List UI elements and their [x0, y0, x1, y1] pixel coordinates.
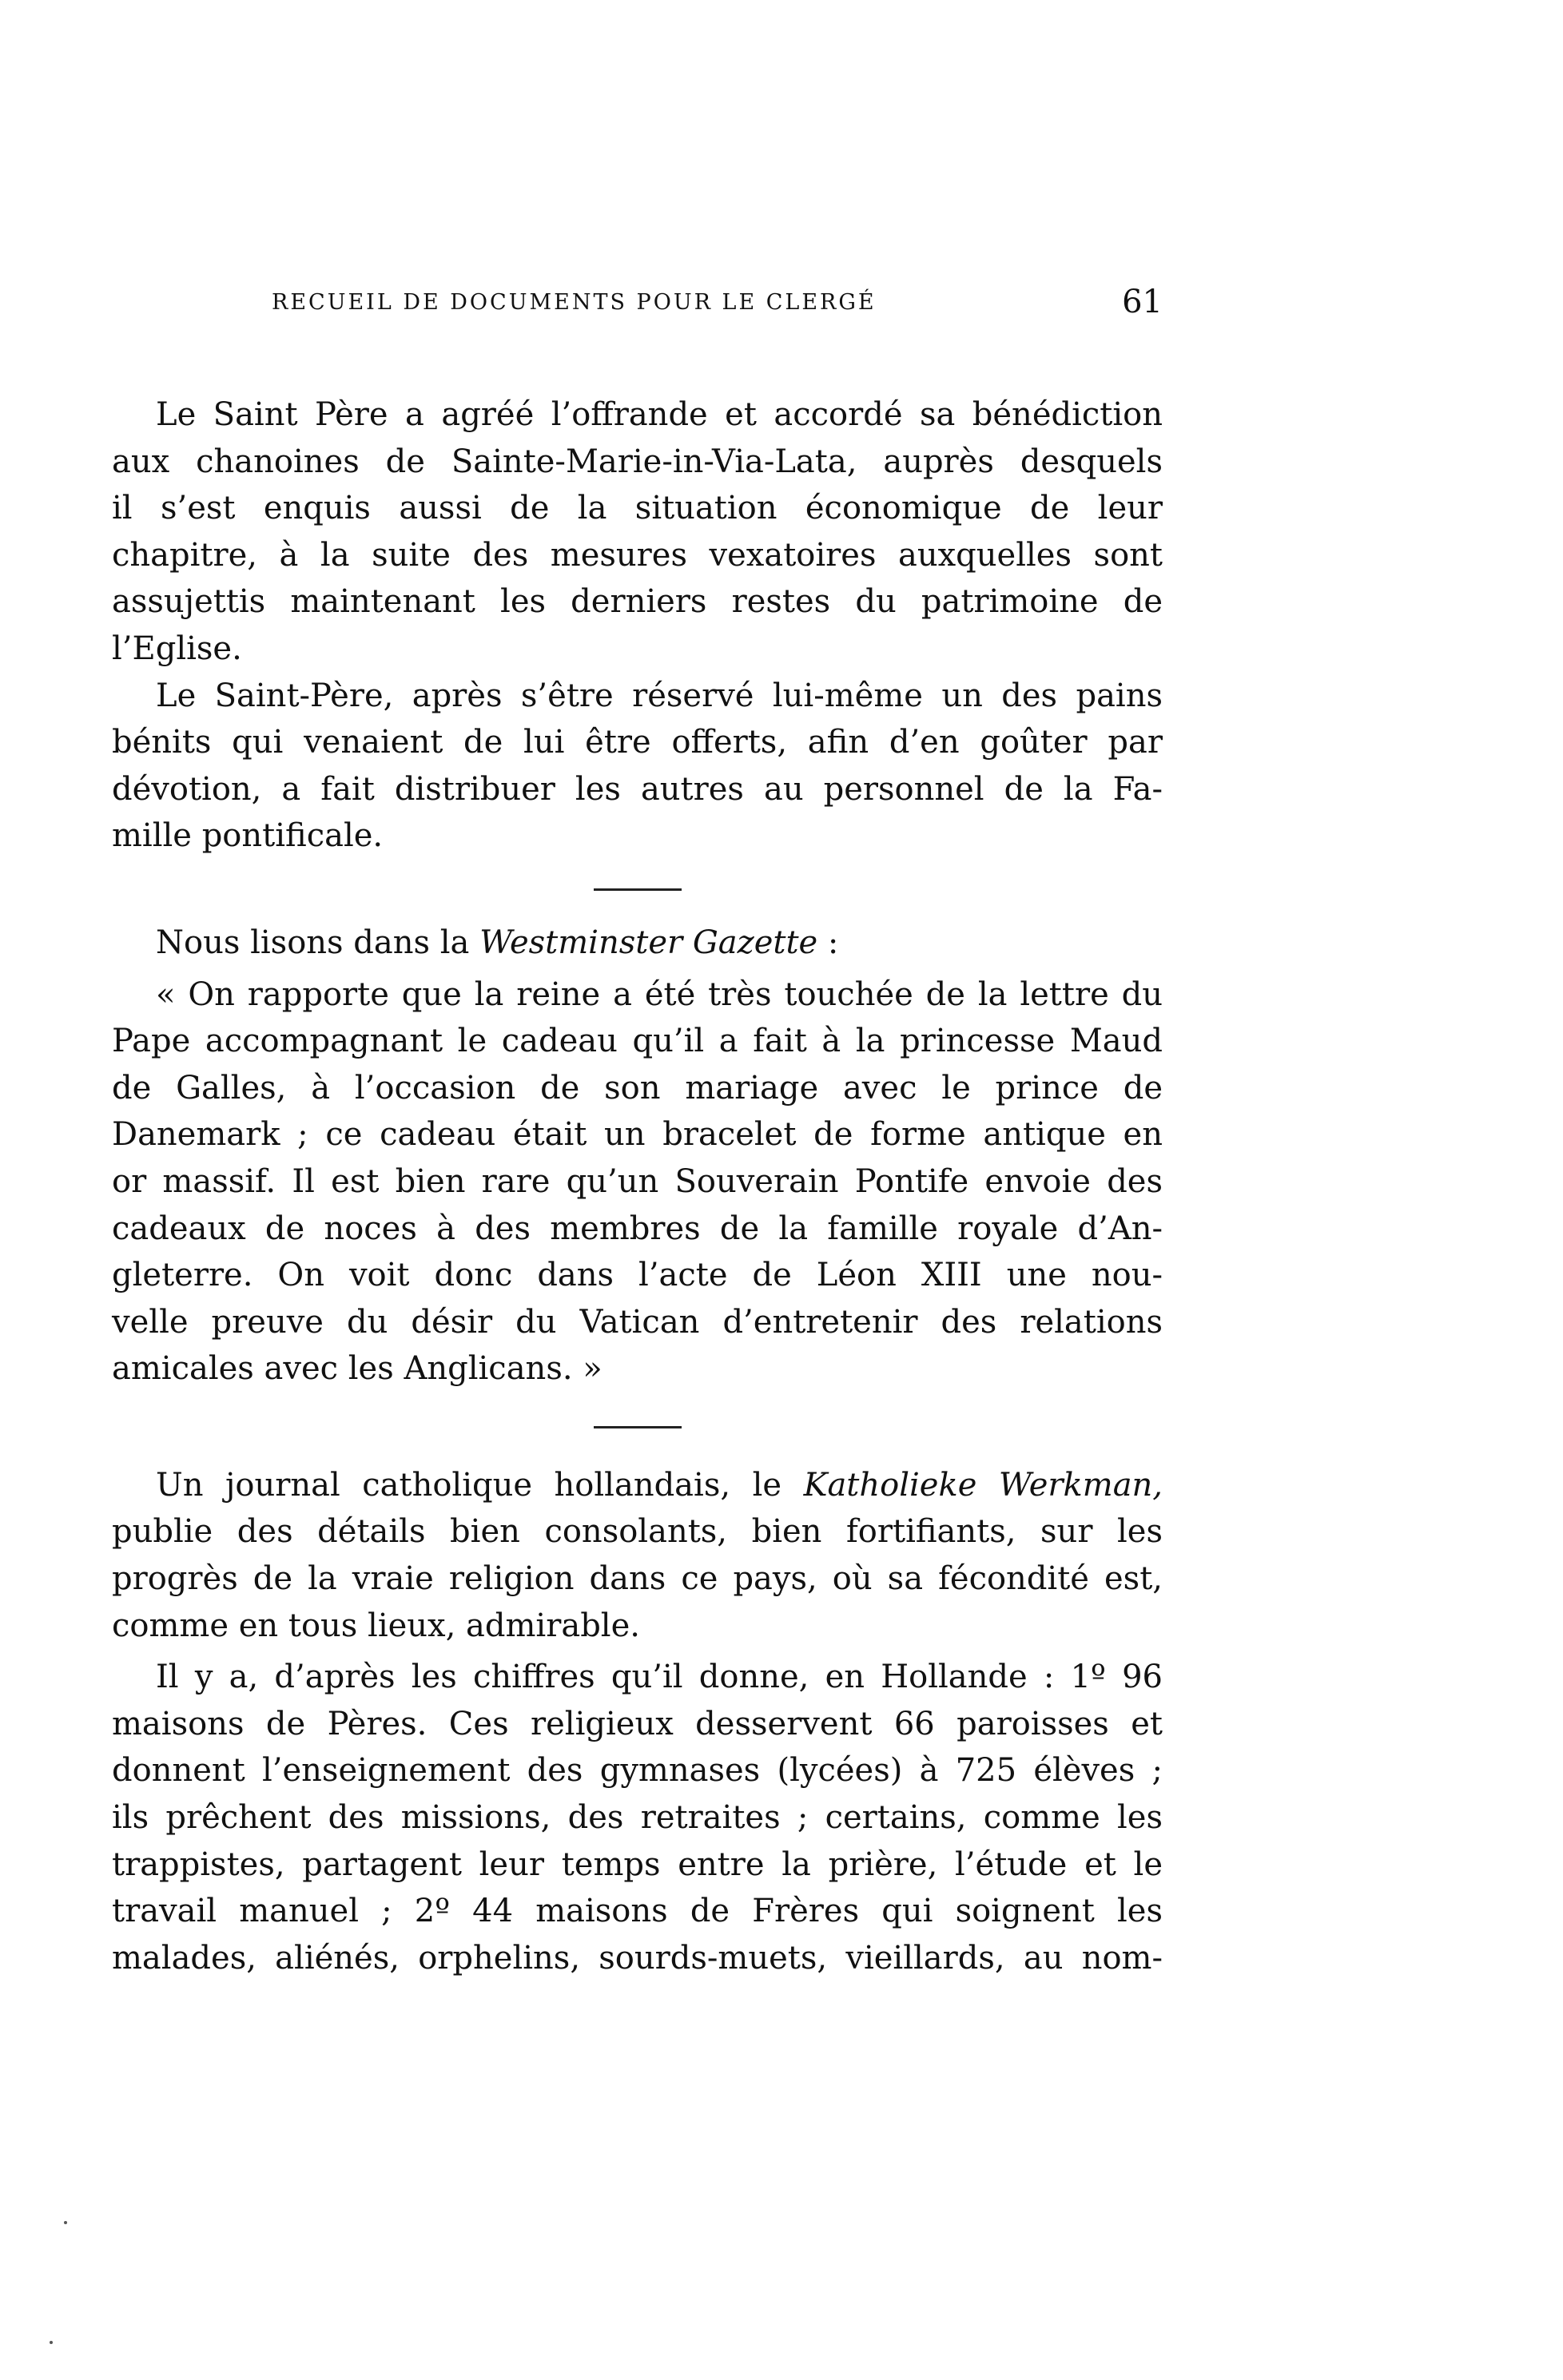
paragraph-pains-benits [112, 673, 1163, 860]
text-line: l’Eglise. [112, 630, 242, 667]
text-line: mille pontificale. [112, 817, 384, 855]
scan-speck [64, 2221, 67, 2224]
text-line: publie des détails bien consolants, bien fortifiants, sur les [112, 1513, 1163, 1551]
paragraph-offrande [112, 391, 1163, 673]
page-number: 61 [1122, 284, 1163, 320]
newspaper-title: Katholieke Werkman, [803, 1466, 1163, 1504]
text-line: dévotion, a fait distribuer les autres au personnel de la Fa- [112, 770, 1163, 808]
text-line: ils prêchent des missions, des retraites ; certains, comme les [112, 1799, 1163, 1837]
text-line: de Galles, à l’occasion de son mariage avec le prince de [112, 1069, 1163, 1107]
paragraph-chiffres-hollande [112, 1654, 1163, 1981]
text-line: or massif. Il est bien rare qu’un Souverain Pontife envoie des [112, 1162, 1163, 1200]
text-line: Il y a, d’après les chiffres qu’il donne, en Hollande : 1º 96 [156, 1659, 1163, 1696]
text-line: donnent l’enseignement des gymnases (lycées) à 725 élèves ; [112, 1752, 1163, 1790]
paragraph-quotation [112, 971, 1163, 1393]
paragraph-westminster-intro [112, 920, 1163, 967]
text-line: Pape accompagnant le cadeau qu’il a fait à la princesse Maud [112, 1023, 1163, 1060]
newspaper-title: Westminster Gazette [479, 924, 818, 961]
text-line: Danemark ; ce cadeau était un bracelet de forme antique en [112, 1116, 1163, 1154]
text-line: chapitre, à la suite des mesures vexatoires auxquelles sont [112, 536, 1163, 574]
text-line: comme en tous lieux, admirable. [112, 1607, 640, 1644]
text-line: travail manuel ; 2º 44 maisons de Frères qui soignent les [112, 1893, 1163, 1930]
text-line: aux chanoines de Sainte-Marie-in-Via-Lata, auprès desquels [112, 443, 1163, 480]
text-line: velle preuve du désir du Vatican d’entretenir des relations [112, 1303, 1163, 1341]
paragraph-journal-hollandais [112, 1462, 1163, 1649]
text-line: trappistes, partagent leur temps entre la prière, l’étude et le [112, 1846, 1163, 1883]
text-line: Le Saint-Père, après s’être réservé lui-même un des pains [156, 677, 1163, 714]
body-text [112, 391, 1163, 1981]
text-line: assujettis maintenant les derniers restes du patrimoine de [112, 583, 1163, 621]
text-line: progrès de la vraie religion dans ce pays, où sa fécondité est, [112, 1560, 1163, 1598]
text-line: cadeaux de noces à des membres de la famille royale d’An- [112, 1210, 1163, 1247]
text-run: : [817, 924, 839, 961]
text-run: Nous lisons dans la [156, 924, 470, 961]
text-run: Un journal catholique hollandais, le [156, 1466, 782, 1504]
text-line: Le Saint Père a agréé l’offrande et accordé sa bénédiction [156, 396, 1163, 433]
text-line: « On rapporte que la reine a été très touchée de la lettre du [156, 975, 1163, 1013]
text-line: amicales avec les Anglicans. » [112, 1350, 603, 1388]
scan-speck [50, 2341, 53, 2344]
text-line: il s’est enquis aussi de la situation économique de leur [112, 490, 1163, 527]
running-title: RECUEIL DE DOCUMENTS POUR LE CLERGÉ [272, 290, 877, 315]
text-line: gleterre. On voit donc dans l’acte de Léon XIII une nou- [112, 1257, 1163, 1294]
running-head [272, 284, 1163, 332]
text-line: malades, aliénés, orphelins, sourds-muets, vieillards, au nom- [112, 1939, 1163, 1977]
text-line [112, 1462, 1163, 1509]
text-line: bénits qui venaient de lui être offerts, afin d’en goûter par [112, 724, 1163, 761]
text-line: maisons de Pères. Ces religieux desservent 66 paroisses et [112, 1705, 1163, 1742]
